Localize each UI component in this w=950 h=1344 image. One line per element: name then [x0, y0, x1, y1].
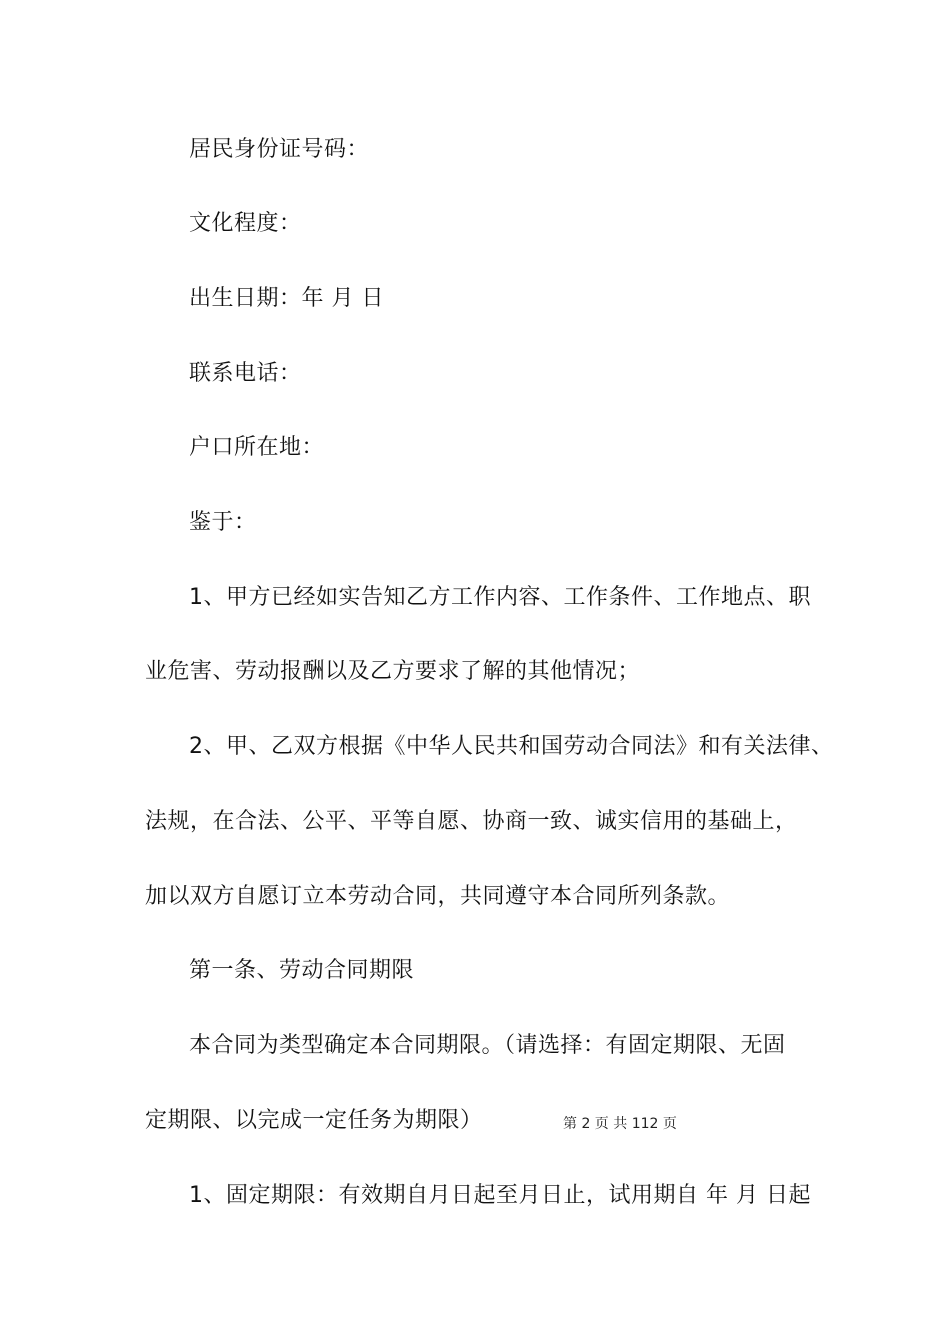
household-registration-label: 户口所在地： [189, 435, 325, 460]
whereas-heading: 鉴于： [189, 510, 257, 535]
id-number-label: 居民身份证号码： [189, 137, 370, 162]
clause-2-line-2: 法规，在合法、公平、平等自愿、协商一致、诚实信用的基础上， [145, 809, 798, 834]
birth-date-label: 出生日期：年 月 日 [189, 286, 384, 311]
contract-type-line-2: 定期限、以完成一定任务为期限） [145, 1108, 483, 1133]
phone-label: 联系电话： [189, 361, 302, 386]
fixed-term-line: 1、固定期限：有效期自月日起至月日止，试用期自 年 月 日起 [189, 1183, 811, 1208]
education-label: 文化程度： [189, 211, 302, 236]
clause-1-line-1: 1、甲方已经如实告知乙方工作内容、工作条件、工作地点、职 [189, 585, 811, 610]
article-1-heading: 第一条、劳动合同期限 [189, 958, 415, 983]
clause-2-line-3: 加以双方自愿订立本劳动合同，共同遵守本合同所列条款。 [145, 884, 731, 909]
contract-type-line-1: 本合同为类型确定本合同期限。（请选择：有固定期限、无固 [189, 1033, 786, 1058]
page-number-footer: 第 2 页 共 112 页 [563, 1116, 677, 1132]
clause-2-line-1: 2、甲、乙双方根据《中华人民共和国劳动合同法》和有关法律、 [189, 734, 834, 759]
clause-1-line-2: 业危害、劳动报酬以及乙方要求了解的其他情况； [145, 659, 641, 684]
